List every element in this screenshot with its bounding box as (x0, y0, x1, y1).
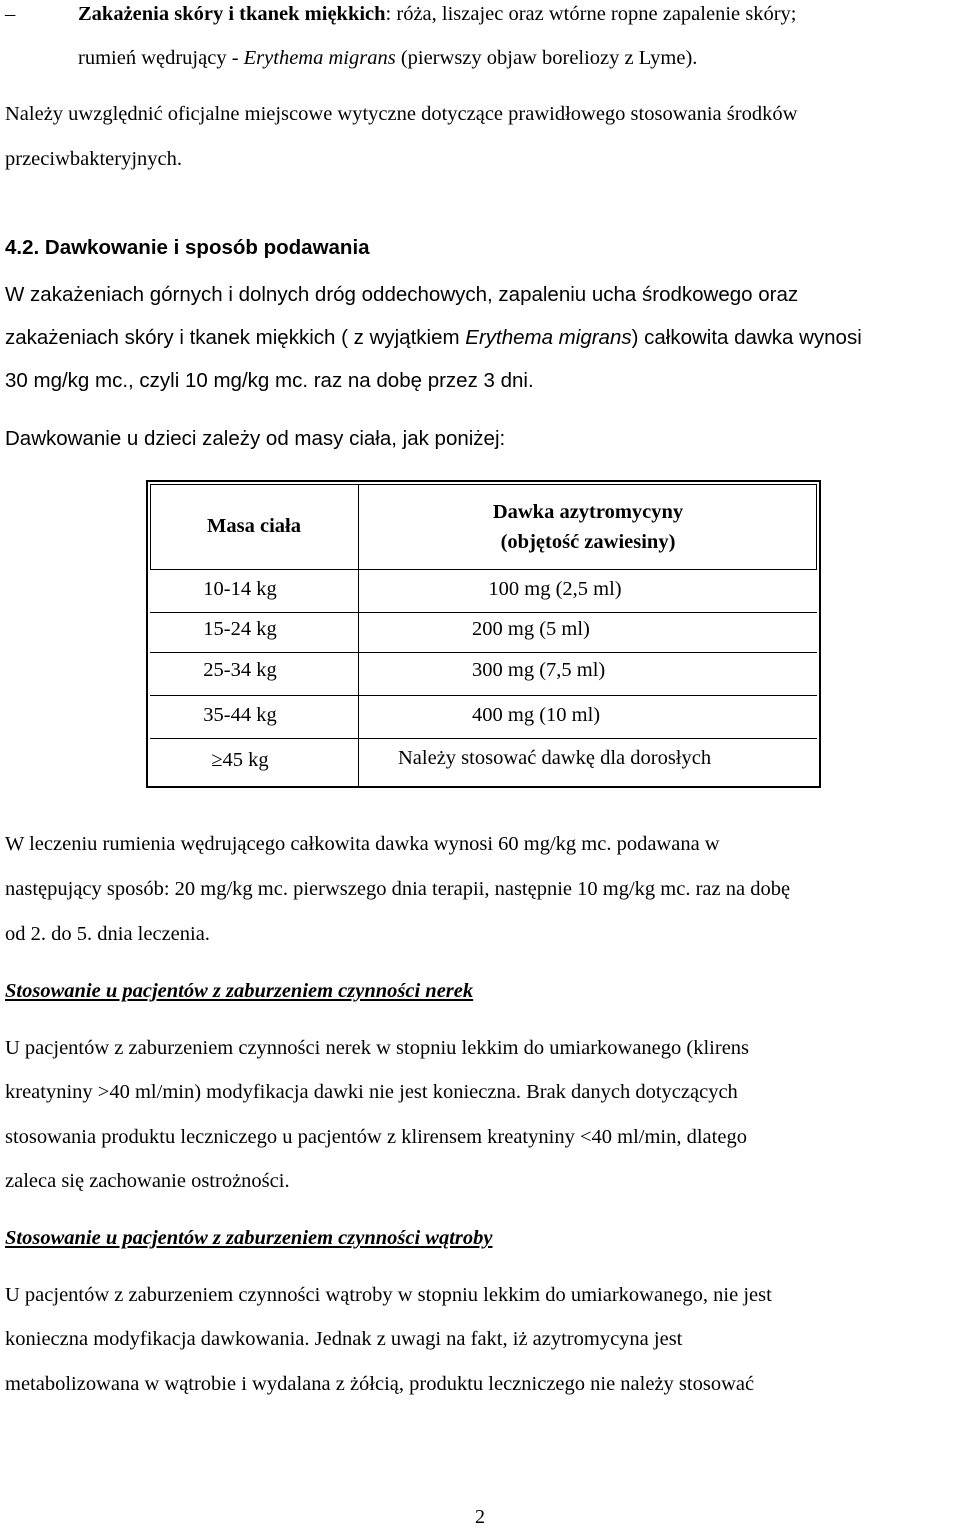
hepatic-heading: Stosowanie u pacjentów z zaburzeniem czynności wątroby (5, 1227, 493, 1249)
hepatic-line-3: metabolizowana w wątrobie i wydalana z żółcią, produktu leczniczego nie należy stosować (5, 1373, 755, 1395)
note-line-1: Należy uwzględnić oficjalne miejscowe wytyczne dotyczące prawidłowego stosowania środków (5, 103, 798, 125)
bullet-line2-pre: rumień wędrujący - (78, 47, 244, 69)
section-title-text: 4.2. Dawkowanie i sposób podawania (5, 236, 370, 259)
renal-heading: Stosowanie u pacjentów z zaburzeniem czynności nerek (5, 980, 474, 1002)
row-divider (150, 652, 817, 653)
renal-line-1: U pacjentów z zaburzeniem czynności nerek w stopniu lekkim do umiarkowanego (klirens (5, 1037, 750, 1059)
table-cell-dose: 300 mg (7,5 ml) (472, 659, 606, 681)
table-header-mass: Masa ciała (207, 515, 301, 537)
renal-line-4: zaleca się zachowanie ostrożności. (5, 1170, 290, 1192)
bullet-text: : róża, liszajec oraz wtórne ropne zapalenie skóry; (385, 3, 797, 25)
page-number: 2 (475, 1506, 485, 1528)
section-p2: Dawkowanie u dzieci zależy od masy ciała, jak poniżej: (5, 427, 506, 450)
erythema-line-2: następujący sposób: 20 mg/kg mc. pierwszego dnia terapii, następnie 10 mg/kg mc. raz na dobę (5, 878, 791, 900)
row-divider (150, 738, 817, 739)
table-cell-mass: 10-14 kg (203, 578, 277, 600)
hepatic-line-2: konieczna modyfikacja dawkowania. Jednak z uwagi na fakt, iż azytromycyna jest (5, 1328, 683, 1350)
bullet-bold-term: Zakażenia skóry i tkanek miękkich (78, 3, 386, 25)
bullet-line2-post: (pierwszy objaw boreliozy z Lyme). (395, 47, 698, 69)
table-cell-dose: 100 mg (2,5 ml) (488, 578, 622, 600)
bullet-line2-italic: Erythema migrans (243, 47, 396, 69)
table-cell-mass: 15-24 kg (203, 618, 277, 640)
table-header-dose-line-2: (objętość zawiesiny) (500, 531, 676, 553)
erythema-line-1: W leczeniu rumienia wędrującego całkowita dawka wynosi 60 mg/kg mc. podawana w (5, 833, 720, 855)
section-p1-line-2 (5, 326, 862, 350)
bullet-line-2 (78, 46, 697, 70)
p1-line2-italic: Erythema migrans (465, 326, 632, 349)
p1-line2-pre: zakażeniach skóry i tkanek miękkich ( z wyjątkiem (5, 326, 466, 349)
renal-line-2: kreatyniny >40 ml/min) modyfikacja dawki nie jest konieczna. Brak danych dotyczących (5, 1081, 738, 1103)
p1-line2-post: ) całkowita dawka wynosi (631, 326, 862, 349)
table-header-dose-line-1: Dawka azytromycyny (492, 501, 684, 523)
section-p1-line-1: W zakażeniach górnych i dolnych dróg oddechowych, zapaleniu ucha środkowego oraz (5, 283, 799, 306)
section-p1-line-3: 30 mg/kg mc., czyli 10 mg/kg mc. raz na dobę przez 3 dni. (5, 369, 534, 392)
table-cell-dose: 400 mg (10 ml) (472, 704, 601, 726)
bullet-dash: – (5, 3, 16, 25)
row-divider (150, 612, 817, 613)
table-cell-dose: 200 mg (5 ml) (472, 618, 590, 640)
section-title (5, 236, 370, 260)
renal-line-3: stosowania produktu leczniczego u pacjentów z klirensem kreatyniny <40 ml/min, dlatego (5, 1126, 747, 1148)
table-cell-mass: 35-44 kg (203, 704, 277, 726)
table-cell-mass: 25-34 kg (203, 659, 277, 681)
table-cell-mass: ≥45 kg (211, 749, 269, 771)
table-cell-dose: Należy stosować dawkę dla dorosłych (398, 747, 712, 769)
erythema-line-3: od 2. do 5. dnia leczenia. (5, 923, 210, 945)
row-divider (150, 695, 817, 696)
hepatic-line-1: U pacjentów z zaburzeniem czynności wątroby w stopniu lekkim do umiarkowanego, nie jest (5, 1284, 772, 1306)
note-line-2: przeciwbakteryjnych. (5, 148, 183, 170)
bullet-line-1 (78, 2, 797, 26)
